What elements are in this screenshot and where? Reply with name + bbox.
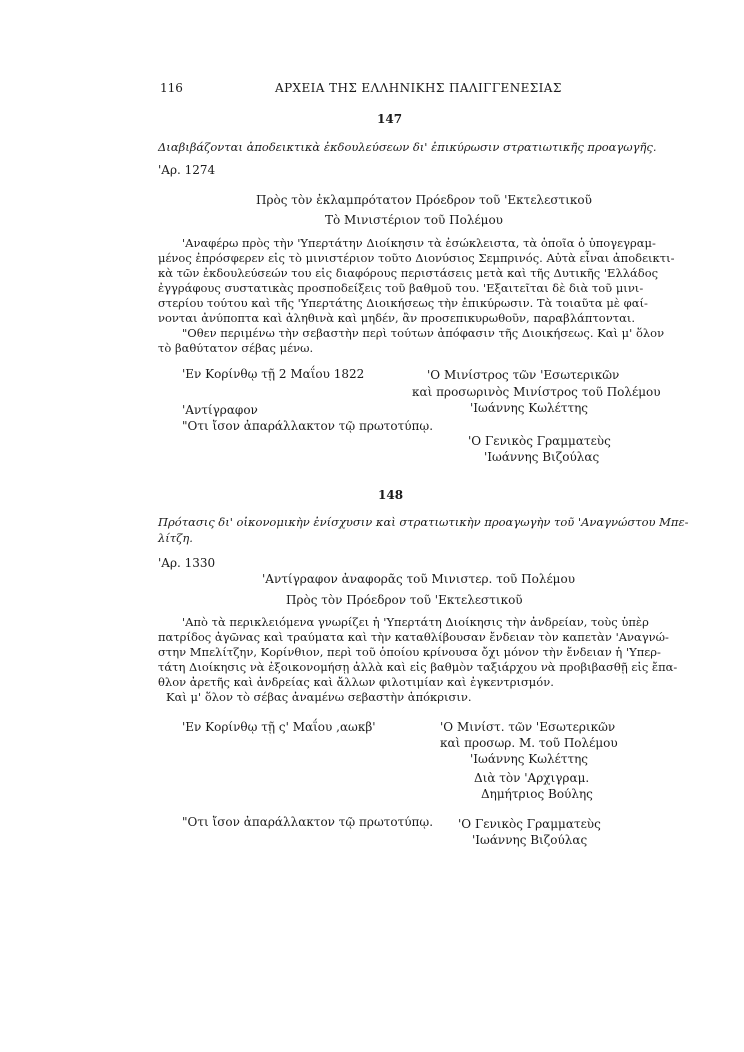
address-line: 'Αντίγραφον ἀναφορᾶς τοῦ Μινιστερ. τοῦ Πολέμου (262, 572, 575, 586)
signature-line: 'Ο Μινίστρος τῶν 'Εσωτερικῶν (427, 368, 620, 382)
copy-certification: "Οτι ἴσον ἀπαράλλακτον τῷ πρωτοτύπῳ. (182, 419, 434, 433)
place-date: 'Εν Κορίνθῳ τῇ ς' Μαΐου ,αωκβ' (182, 720, 376, 734)
body-line: κὰ τῶν ἐκδουλεύσεών του εἰς διαφόρους περιστάσεις μετὰ καὶ τῆς Δυτικῆς 'Ελλάδος (158, 266, 659, 280)
signature-line: 'Ιωάννης Κωλέττης (470, 752, 589, 766)
copy-label: 'Αντίγραφον (182, 403, 258, 417)
reference-number: 'Αρ. 1330 (158, 556, 216, 570)
page-number: 116 (160, 81, 183, 95)
signature-line: καὶ προσωρινὸς Μινίστρος τοῦ Πολέμου (412, 385, 661, 399)
address-line: Τὸ Μινιστέριον τοῦ Πολέμου (325, 213, 503, 227)
body-line: "Οθεν περιμένω τὴν σεβαστὴν περὶ τούτων ἀπόφασιν τῆς Διοικήσεως. Καὶ μ' ὅλον (182, 326, 665, 340)
document-subject: λίτζη. (158, 531, 193, 545)
running-title: ΑΡΧΕΙΑ ΤΗΣ ΕΛΛΗΝΙΚΗΣ ΠΑΛΙΓΓΕΝΕΣΙΑΣ (275, 81, 562, 95)
body-line: νονται ἀνύποπτα καὶ ἀληθινὰ καὶ μηδέν, ἂν προσεπικυρωθοῦν, παραβλάπτονται. (158, 311, 636, 325)
body-line: μένος ἐπρόσφερεν εἰς τὸ μινιστέριον τοῦτο Διονύσιος Σεμπρινός. Αὐτὰ εἶναι ἀποδεικτι- (158, 251, 675, 265)
body-line: τάτη Διοίκησις νὰ ἐξοικονομήσῃ ἀλλὰ καὶ εἰς βαθμὸν ταξιάρχου νὰ προβιβασθῇ εἰς ἔπα- (158, 660, 678, 674)
body-line: πατρίδος ἀγῶνας καὶ τραύματα καὶ τὴν καταθλίβουσαν ἔνδειαν τὸν καπετὰν 'Αναγνώ- (158, 630, 669, 644)
body-line: θλον ἀρετῆς καὶ ἀνδρείας καὶ ἄλλων φιλοτιμίαν καὶ ἐγκεντρισμόν. (158, 675, 554, 689)
document-number: 148 (378, 488, 404, 502)
signature-line: 'Ιωάννης Κωλέττης (470, 401, 589, 415)
signature-line: Διὰ τὸν 'Αρχιγραμ. (474, 771, 590, 785)
letter-body (158, 236, 675, 356)
document-subject: Πρότασις δι' οἰκονομικὴν ἐνίσχυσιν καὶ στρατιωτικὴν προαγωγὴν τοῦ 'Αναγνώστου Μπε- (158, 515, 689, 529)
signature-line: 'Ο Γενικὸς Γραμματεὺς (458, 817, 601, 831)
letter-body (158, 615, 677, 705)
signature-line: 'Ιωάννης Βιζούλας (472, 833, 588, 847)
body-line: στην Μπελίτζην, Κορίνθιον, περὶ τοῦ ὁποίου κρίνουσα ὄχι μόνον τὴν ἔνδειαν ἡ 'Υπερ- (158, 645, 661, 659)
document-number: 147 (377, 112, 403, 126)
body-line: 'Αναφέρω πρὸς τὴν 'Υπερτάτην Διοίκησιν τὰ ἐσώκλειστα, τὰ ὁποῖα ὁ ὑπογεγραμ- (182, 236, 656, 250)
signature-line: 'Ο Γενικὸς Γραμματεὺς (468, 434, 611, 448)
place-date: 'Εν Κορίνθῳ τῇ 2 Μαΐου 1822 (182, 367, 365, 381)
address-line: Πρὸς τὸν ἐκλαμπρότατον Πρόεδρον τοῦ 'Εκτελεστικοῦ (256, 193, 592, 207)
document-subject: Διαβιβάζονται ἀποδεικτικὰ ἐκδουλεύσεων δι' ἐπικύρωσιν στρατιωτικῆς προαγωγῆς. (158, 140, 657, 154)
signature-line: Δημήτριος Βούλης (481, 787, 593, 801)
body-line: στερίου τούτου καὶ τῆς 'Υπερτάτης Διοικήσεως τὴν ἐπικύρωσιν. Τὰ τοιαῦτα μὲ φαί- (158, 296, 648, 310)
body-line: Καὶ μ' ὅλον τὸ σέβας ἀναμένω σεβαστὴν ἀπόκρισιν. (166, 690, 472, 704)
body-line: ἐγγράφους συστατικὰς προσποδείξεις τοῦ βαθμοῦ του. 'Εξαιτεῖται δὲ διὰ τοῦ μινι- (158, 281, 644, 295)
signature-line: 'Ο Μινίστ. τῶν 'Εσωτερικῶν (440, 720, 616, 734)
reference-number: 'Αρ. 1274 (158, 163, 216, 177)
copy-certification: "Οτι ἴσον ἀπαράλλακτον τῷ πρωτοτύπῳ. (182, 815, 434, 829)
address-line: Πρὸς τὸν Πρόεδρον τοῦ 'Εκτελεστικοῦ (286, 593, 523, 607)
signature-line: 'Ιωάννης Βιζούλας (484, 450, 600, 464)
body-line: τὸ βαθύτατον σέβας μένω. (158, 341, 314, 355)
signature-line: καὶ προσωρ. Μ. τοῦ Πολέμου (440, 736, 618, 750)
body-line: 'Απὸ τὰ περικλειόμενα γνωρίζει ἡ 'Υπερτάτη Διοίκησις τὴν ἀνδρείαν, τοὺς ὑπὲρ (182, 615, 649, 629)
